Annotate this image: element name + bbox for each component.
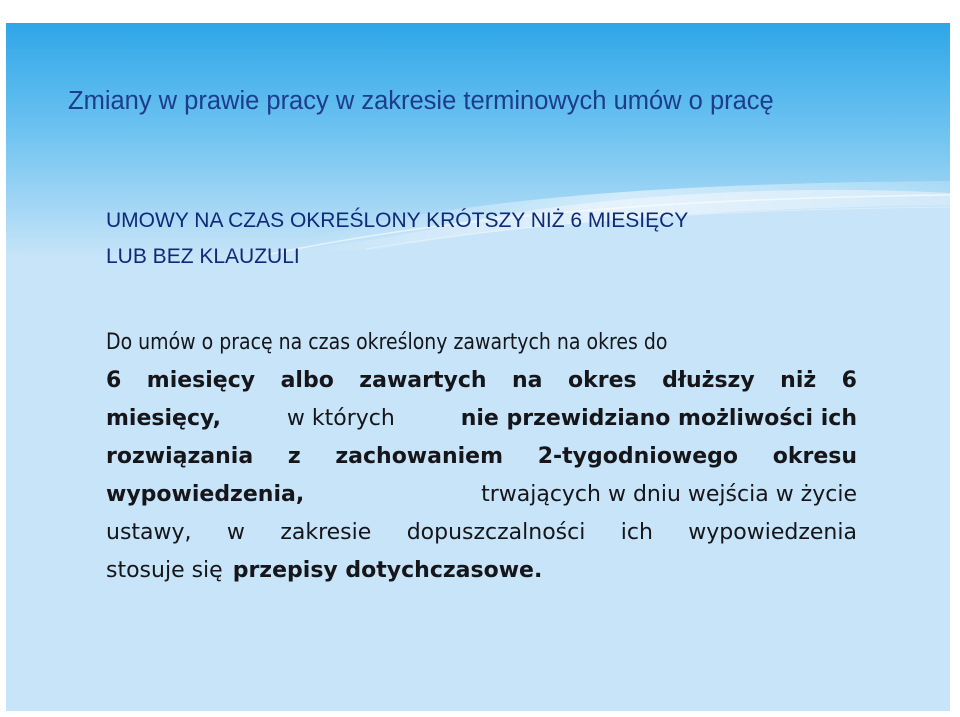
text-span-bold: przepisy dotychczasowe. (232, 558, 543, 583)
paragraph-line-2 (106, 362, 857, 400)
word: z (287, 444, 301, 469)
text-span: stosuje się (106, 558, 223, 583)
word: ustawy, (106, 520, 192, 545)
word: dłuższy (662, 368, 755, 393)
text-span-bold (106, 438, 857, 476)
word: dopuszczalności (406, 520, 586, 545)
section-heading (106, 203, 688, 275)
text-span-bold: miesięcy, (106, 406, 221, 431)
word: okresu (772, 444, 857, 469)
text-span-bold: nie przewidziano możliwości ich (460, 406, 857, 431)
word: zawartych (359, 368, 487, 393)
body-paragraph (106, 324, 857, 590)
section-heading-line-2: LUB BEZ KLAUZULI (106, 245, 300, 268)
slide-title: Zmiany w prawie pracy w zakresie terminowych umów o pracę (68, 87, 774, 115)
word: ich (620, 520, 653, 545)
text-span-bold (106, 362, 857, 400)
word: 6 (841, 368, 857, 393)
word: niż (780, 368, 817, 393)
paragraph-line-1 (106, 324, 857, 362)
word: miesięcy (146, 368, 256, 393)
word: na (512, 368, 543, 393)
paragraph-line-5 (106, 476, 857, 514)
paragraph-line-3 (106, 400, 857, 438)
word: wypowiedzenia (688, 520, 857, 545)
word: rozwiązania (106, 444, 254, 469)
word: 2-tygodniowego (537, 444, 739, 469)
text-span (106, 514, 857, 552)
text-span: w których (286, 406, 395, 431)
paragraph-line-6 (106, 514, 857, 552)
word: albo (280, 368, 334, 393)
word: zachowaniem (335, 444, 504, 469)
slide (6, 23, 950, 711)
word: w (226, 520, 245, 545)
text-span-bold: wypowiedzenia, (106, 482, 305, 507)
word: okres (567, 368, 637, 393)
word: 6 (106, 368, 122, 393)
section-heading-line-1: UMOWY NA CZAS OKREŚLONY KRÓTSZY NIŻ 6 MIESIĘCY (106, 209, 689, 232)
text-span: trwających w dniu wejścia w życie (481, 482, 857, 507)
text-span: Do umów o pracę na czas określony zawartych na okres do (106, 330, 668, 355)
paragraph-line-7 (106, 552, 857, 590)
word: zakresie (280, 520, 372, 545)
paragraph-line-4 (106, 438, 857, 476)
